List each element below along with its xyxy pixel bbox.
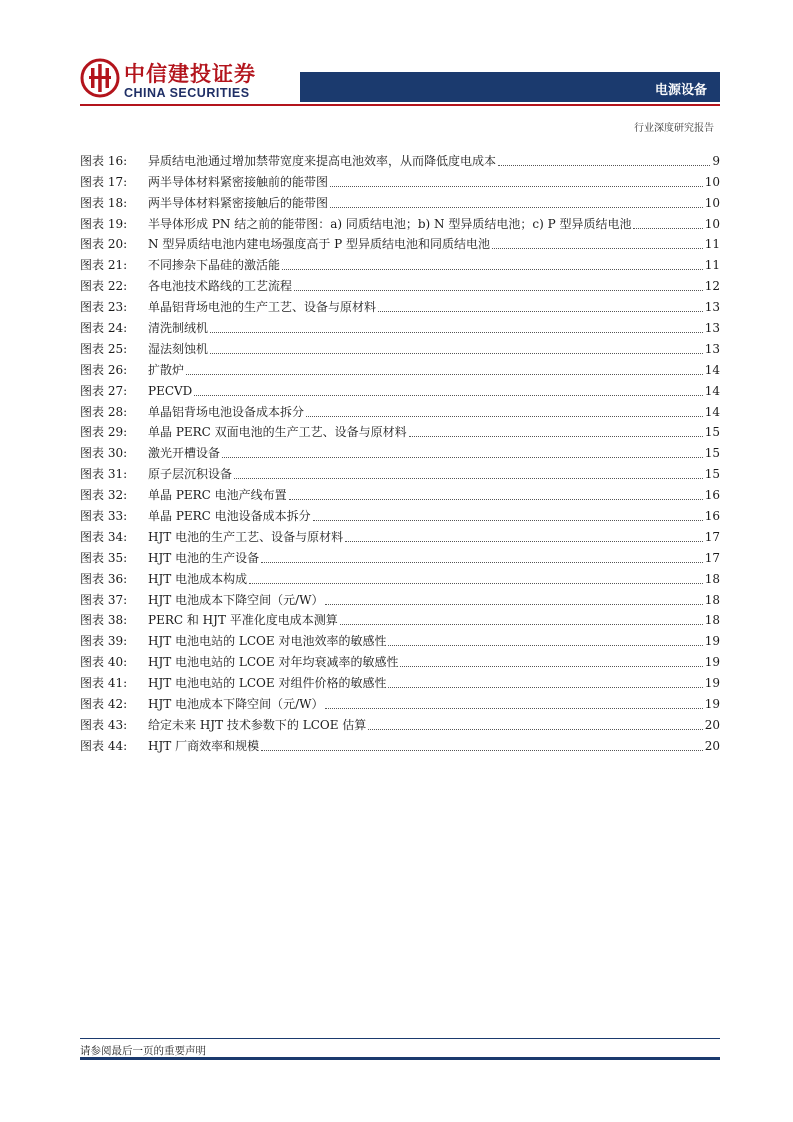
toc-entry[interactable] xyxy=(80,670,720,691)
toc-entry-page: 18 xyxy=(704,571,720,586)
footer-disclaimer: 请参阅最后一页的重要声明 xyxy=(80,1045,206,1057)
toc-entry[interactable] xyxy=(80,712,720,733)
toc-entry-title: HJT 电池的生产工艺、设备与原材料 xyxy=(148,529,344,544)
toc-entry[interactable] xyxy=(80,628,720,649)
toc-entry-page: 10 xyxy=(704,195,720,210)
toc-entry-title: 两半导体材料紧密接触前的能带图 xyxy=(148,174,329,189)
toc-entry-number: 图表 30: xyxy=(80,446,128,461)
toc-dot-leader xyxy=(306,416,703,417)
toc-entry[interactable] xyxy=(80,649,720,670)
toc-entry-number: 图表 20: xyxy=(80,237,128,252)
report-type: 行业深度研究报告 xyxy=(634,123,714,134)
toc-entry-number: 图表 22: xyxy=(80,279,128,294)
toc-entry[interactable] xyxy=(80,503,720,524)
toc-entry-page: 14 xyxy=(704,383,720,398)
toc-entry-page: 19 xyxy=(704,676,720,691)
toc-entry-page: 19 xyxy=(704,655,720,670)
toc-entry-page: 10 xyxy=(704,216,720,231)
toc-entry-number: 图表 32: xyxy=(80,488,128,503)
toc-entry-number: 图表 17: xyxy=(80,174,128,189)
toc-entry[interactable] xyxy=(80,420,720,441)
figure-index-list xyxy=(80,148,720,754)
toc-entry-number: 图表 34: xyxy=(80,529,128,544)
toc-dot-leader xyxy=(325,708,702,709)
toc-entry-number: 图表 43: xyxy=(80,717,128,732)
toc-entry-title: HJT 厂商效率和规模 xyxy=(148,738,260,753)
toc-entry[interactable] xyxy=(80,733,720,754)
toc-entry-title: 两半导体材料紧密接触后的能带图 xyxy=(148,195,329,210)
toc-dot-leader xyxy=(210,353,703,354)
toc-entry-number: 图表 36: xyxy=(80,571,128,586)
toc-entry-number: 图表 42: xyxy=(80,697,128,712)
toc-entry-title: PECVD xyxy=(148,383,193,398)
toc-entry-page: 17 xyxy=(704,550,720,565)
toc-entry-page: 10 xyxy=(704,174,720,189)
toc-entry-title: HJT 电池成本下降空间（元/W） xyxy=(148,592,324,607)
toc-dot-leader xyxy=(325,604,702,605)
toc-entry[interactable] xyxy=(80,566,720,587)
toc-dot-leader xyxy=(345,541,703,542)
toc-entry-number: 图表 28: xyxy=(80,404,128,419)
toc-dot-leader xyxy=(222,457,703,458)
toc-entry-number: 图表 33: xyxy=(80,509,128,524)
toc-entry-page: 20 xyxy=(704,738,720,753)
toc-entry-page: 19 xyxy=(704,697,720,712)
toc-entry-number: 图表 26: xyxy=(80,362,128,377)
toc-entry-page: 20 xyxy=(704,717,720,732)
toc-entry[interactable] xyxy=(80,399,720,420)
toc-dot-leader xyxy=(234,478,703,479)
toc-entry[interactable] xyxy=(80,169,720,190)
toc-entry-page: 18 xyxy=(704,613,720,628)
toc-dot-leader xyxy=(492,248,703,249)
toc-entry[interactable] xyxy=(80,587,720,608)
toc-dot-leader xyxy=(400,666,702,667)
section-title: 电源设备 xyxy=(654,83,707,98)
toc-entry-page: 11 xyxy=(704,258,720,273)
toc-dot-leader xyxy=(340,624,703,625)
toc-dot-leader xyxy=(388,687,702,688)
toc-entry[interactable] xyxy=(80,232,720,253)
toc-entry[interactable] xyxy=(80,524,720,545)
toc-entry[interactable] xyxy=(80,273,720,294)
toc-entry[interactable] xyxy=(80,357,720,378)
toc-entry-title: 扩散炉 xyxy=(148,362,185,377)
header-divider xyxy=(80,104,720,106)
toc-entry-number: 图表 23: xyxy=(80,300,128,315)
toc-entry-page: 9 xyxy=(712,153,720,168)
toc-entry-page: 19 xyxy=(704,634,720,649)
toc-entry-page: 13 xyxy=(704,341,720,356)
toc-entry[interactable] xyxy=(80,545,720,566)
toc-entry-page: 13 xyxy=(704,300,720,315)
toc-entry-page: 11 xyxy=(704,237,720,252)
toc-entry-page: 15 xyxy=(704,446,720,461)
toc-entry[interactable] xyxy=(80,190,720,211)
toc-dot-leader xyxy=(409,436,703,437)
toc-entry[interactable] xyxy=(80,211,720,232)
toc-dot-leader xyxy=(186,374,703,375)
toc-entry-title: 原子层沉积设备 xyxy=(148,467,233,482)
footer-divider-thin xyxy=(80,1038,720,1039)
toc-entry-page: 13 xyxy=(704,321,720,336)
toc-dot-leader xyxy=(261,562,703,563)
toc-entry-title: 单晶 PERC 电池产线布置 xyxy=(148,488,287,503)
toc-entry-number: 图表 24: xyxy=(80,321,128,336)
toc-entry-title: HJT 电池电站的 LCOE 对电池效率的敏感性 xyxy=(148,634,387,649)
china-securities-logo xyxy=(80,58,120,98)
toc-entry-page: 16 xyxy=(704,488,720,503)
toc-entry-number: 图表 31: xyxy=(80,467,128,482)
toc-entry-page: 17 xyxy=(704,529,720,544)
toc-entry-title: 不同掺杂下晶硅的激活能 xyxy=(148,258,281,273)
toc-entry[interactable] xyxy=(80,461,720,482)
toc-entry-page: 14 xyxy=(704,362,720,377)
toc-dot-leader xyxy=(368,729,702,730)
toc-dot-leader xyxy=(249,583,703,584)
toc-entry-number: 图表 19: xyxy=(80,216,128,231)
toc-dot-leader xyxy=(313,520,703,521)
toc-dot-leader xyxy=(194,395,702,396)
toc-entry-number: 图表 41: xyxy=(80,676,128,691)
toc-entry-title: 激光开槽设备 xyxy=(148,446,221,461)
toc-entry-page: 15 xyxy=(704,425,720,440)
toc-entry-number: 图表 44: xyxy=(80,738,128,753)
toc-dot-leader xyxy=(633,228,702,229)
toc-entry[interactable] xyxy=(80,608,720,629)
toc-entry-title: HJT 电池电站的 LCOE 对组件价格的敏感性 xyxy=(148,676,387,691)
toc-entry-title: HJT 电池成本构成 xyxy=(148,571,248,586)
toc-entry-title: 湿法刻蚀机 xyxy=(148,341,209,356)
toc-dot-leader xyxy=(282,269,703,270)
toc-entry-number: 图表 21: xyxy=(80,258,128,273)
page-header xyxy=(0,0,793,140)
toc-entry-title: 清洗制绒机 xyxy=(148,321,209,336)
brand-name-en: CHINA SECURITIES xyxy=(124,86,250,100)
toc-entry-number: 图表 35: xyxy=(80,550,128,565)
toc-entry-number: 图表 16: xyxy=(80,153,128,168)
toc-entry-title: 单晶铝背场电池设备成本拆分 xyxy=(148,404,305,419)
toc-entry-title: 半导体形成 PN 结之前的能带图：a) 同质结电池；b) N 型异质结电池；c) P 型异质结电池 xyxy=(148,216,632,231)
toc-entry[interactable] xyxy=(80,315,720,336)
toc-entry-title: PERC 和 HJT 平准化度电成本测算 xyxy=(148,613,338,628)
toc-entry-title: 给定未来 HJT 技术参数下的 LCOE 估算 xyxy=(148,717,367,732)
toc-entry-page: 16 xyxy=(704,509,720,524)
toc-dot-leader xyxy=(261,750,703,751)
toc-entry-title: 单晶 PERC 双面电池的生产工艺、设备与原材料 xyxy=(148,425,407,440)
toc-entry-page: 18 xyxy=(704,592,720,607)
toc-entry[interactable] xyxy=(80,378,720,399)
toc-entry-title: 异质结电池通过增加禁带宽度来提高电池效率，从而降低度电成本 xyxy=(148,153,497,168)
toc-entry-number: 图表 40: xyxy=(80,655,128,670)
toc-entry-title: 单晶 PERC 电池设备成本拆分 xyxy=(148,509,311,524)
toc-entry-title: HJT 电池电站的 LCOE 对年均衰减率的敏感性 xyxy=(148,655,399,670)
toc-dot-leader xyxy=(210,332,703,333)
toc-entry[interactable] xyxy=(80,691,720,712)
toc-entry-title: N 型异质结电池内建电场强度高于 P 型异质结电池和同质结电池 xyxy=(148,237,491,252)
toc-entry-page: 15 xyxy=(704,467,720,482)
toc-entry-number: 图表 29: xyxy=(80,425,128,440)
toc-entry[interactable] xyxy=(80,336,720,357)
toc-entry-page: 12 xyxy=(704,279,720,294)
brand-name-cn: 中信建投证券 xyxy=(124,62,256,86)
toc-dot-leader xyxy=(498,165,710,166)
toc-entry-page: 14 xyxy=(704,404,720,419)
toc-entry-number: 图表 27: xyxy=(80,383,128,398)
toc-entry-number: 图表 37: xyxy=(80,592,128,607)
toc-entry-number: 图表 38: xyxy=(80,613,128,628)
toc-entry-title: 各电池技术路线的工艺流程 xyxy=(148,279,293,294)
toc-entry-title: HJT 电池成本下降空间（元/W） xyxy=(148,697,324,712)
toc-dot-leader xyxy=(289,499,703,500)
toc-entry-title: 单晶铝背场电池的生产工艺、设备与原材料 xyxy=(148,300,377,315)
toc-entry-title: HJT 电池的生产设备 xyxy=(148,550,260,565)
toc-entry[interactable] xyxy=(80,148,720,169)
toc-entry[interactable] xyxy=(80,252,720,273)
toc-entry-number: 图表 39: xyxy=(80,634,128,649)
toc-dot-leader xyxy=(330,207,703,208)
toc-dot-leader xyxy=(388,645,702,646)
toc-dot-leader xyxy=(330,186,703,187)
footer-divider-thick xyxy=(80,1057,720,1060)
toc-dot-leader xyxy=(378,311,703,312)
toc-dot-leader xyxy=(294,290,703,291)
toc-entry-number: 图表 25: xyxy=(80,341,128,356)
toc-entry[interactable] xyxy=(80,440,720,461)
toc-entry[interactable] xyxy=(80,482,720,503)
toc-entry[interactable] xyxy=(80,294,720,315)
toc-entry-number: 图表 18: xyxy=(80,195,128,210)
